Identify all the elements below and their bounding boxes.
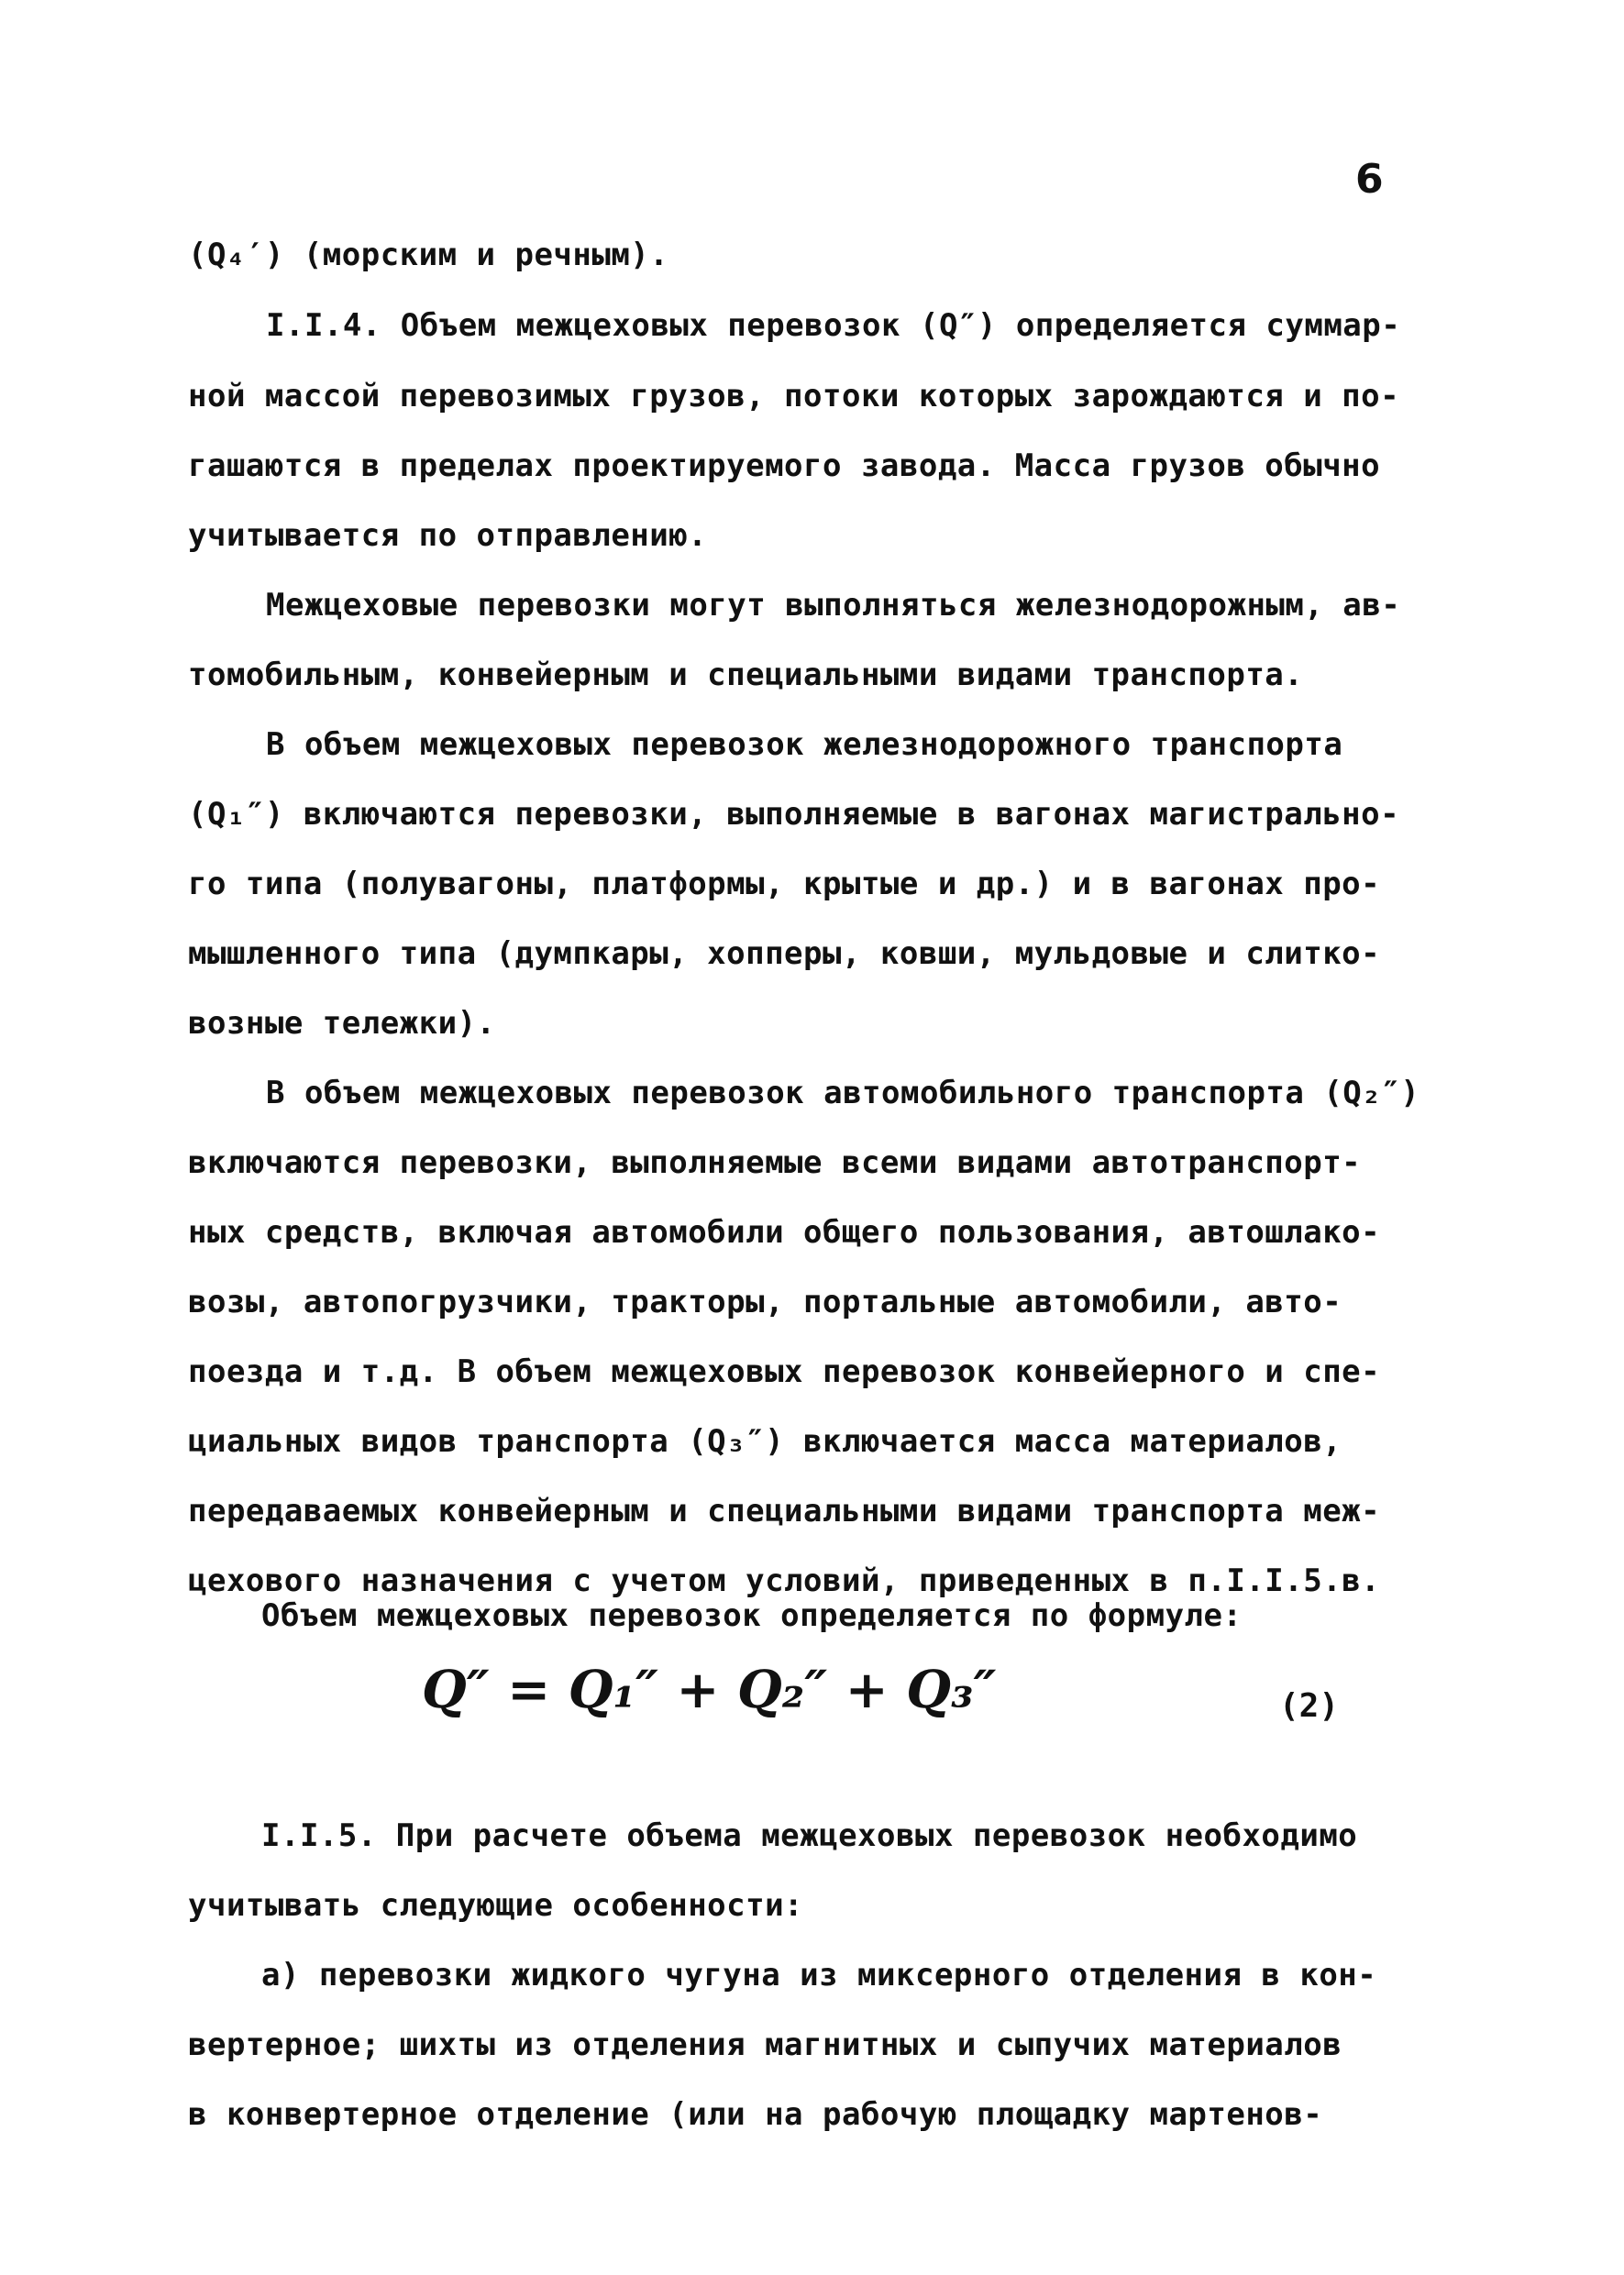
text-line: возные тележки). [188, 1005, 496, 1042]
formula: Q″ = Q₁″ + Q₂″ + Q₃″ [422, 1660, 997, 1720]
text-line: (Q₄′) (морским и речным). [188, 237, 669, 273]
text-line: поезда и т.д. В объем межцеховых перевозок конвейерного и спе- [188, 1353, 1381, 1390]
text-line: ных средств, включая автомобили общего пользования, автошлако- [188, 1214, 1381, 1251]
text-line: включаются перевозки, выполняемые всеми видами автотранспорт- [188, 1144, 1362, 1181]
text-line: учитывается по отправлению. [188, 517, 708, 554]
text-line: го типа (полувагоны, платформы, крытые и др.) и в вагонах про- [188, 866, 1381, 902]
text-line: вертерное; шихты из отделения магнитных и сыпучих материалов [188, 2027, 1342, 2063]
text-line: в конвертерное отделение (или на рабочую площадку мартенов- [188, 2096, 1323, 2133]
text-line: гашаются в пределах проектируемого завода. Масса грузов обычно [188, 447, 1381, 484]
text-line: В объем межцеховых перевозок железнодорожного транспорта [266, 726, 1343, 763]
formula-number: (2) [1279, 1687, 1340, 1725]
text-line: I.I.4. Объем межцеховых перевозок (Q″) определяется суммар- [266, 307, 1401, 344]
text-line: мышленного типа (думпкары, хопперы, ковши, мульдовые и слитко- [188, 935, 1381, 972]
text-line: Объем межцеховых перевозок определяется по формуле: [261, 1597, 1243, 1634]
text-line: цехового назначения с учетом условий, приведенных в п.I.I.5.в. [188, 1563, 1381, 1599]
text-line: возы, автопогрузчики, тракторы, портальные автомобили, авто- [188, 1284, 1342, 1320]
text-line: учитывать следующие особенности: [188, 1887, 804, 1924]
text-line: томобильным, конвейерным и специальными видами транспорта. [188, 657, 1304, 693]
text-line: В объем межцеховых перевозок автомобильного транспорта (Q₂″) [266, 1075, 1420, 1111]
text-line: Межцеховые перевозки могут выполняться железнодорожным, ав- [266, 587, 1401, 624]
text-line: а) перевозки жидкого чугуна из миксерного отделения в кон- [261, 1957, 1377, 1993]
text-line: передаваемых конвейерным и специальными видами транспорта меж- [188, 1493, 1381, 1530]
page-number: 6 [1355, 156, 1384, 203]
text-line: циальных видов транспорта (Q₃″) включается масса материалов, [188, 1423, 1342, 1460]
text-line: I.I.5. При расчете объема межцеховых перевозок необходимо [261, 1817, 1358, 1854]
text-line: ной массой перевозимых грузов, потоки которых зарождаются и по- [188, 378, 1400, 414]
text-line: (Q₁″) включаются перевозки, выполняемые в вагонах магистрально- [188, 796, 1400, 833]
